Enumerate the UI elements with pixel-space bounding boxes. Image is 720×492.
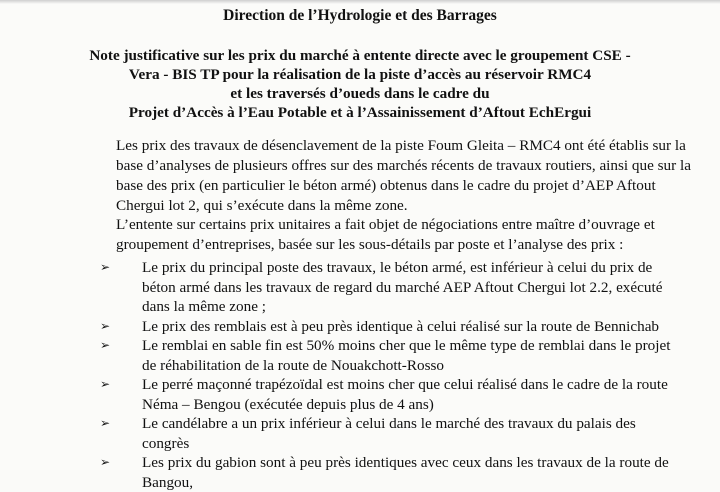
arrow-bullet-icon: ➢ — [100, 375, 110, 395]
bullet-line: Les prix du gabion sont à peu près identiques avec ceux dans les travaux de la route de — [142, 453, 636, 473]
paragraph-line: L’entente sur certains prix unitaires a fait objet de négociations entre maître d’ouvrage et — [116, 215, 616, 235]
note-title-line: Vera - BIS TP pour la réalisation de la piste d’accès au réservoir RMC4 — [0, 65, 720, 84]
bullet-item — [96, 317, 636, 337]
paragraph-line: Chergui lot 2, qui s’exécute dans la même zone. — [116, 196, 616, 216]
bullet-item — [96, 258, 636, 317]
bullet-line: Le prix des remblais est à peu près identique à celui réalisé sur la route de Bennichab — [142, 317, 636, 337]
bullet-line: de réhabilitation de la route de Nouakchott-Rosso — [142, 356, 636, 376]
bullet-line: Bangou, — [142, 473, 636, 492]
bullet-line: Le prix du principal poste des travaux, le béton armé, est inférieur à celui du prix de — [142, 258, 636, 278]
arrow-bullet-icon: ➢ — [100, 453, 110, 473]
bullet-item — [96, 336, 636, 375]
bullet-line: Néma – Bengou (exécutée depuis plus de 4 ans) — [142, 395, 636, 415]
paragraph-line: groupement d’entreprises, basée sur les sous-détails par poste et l’analyse des prix : — [116, 235, 616, 255]
note-title-line: Note justificative sur les prix du marché à entente directe avec le groupement CSE - — [0, 46, 720, 65]
bullet-item — [96, 414, 636, 453]
arrow-bullet-icon: ➢ — [100, 414, 110, 434]
paragraph-line: base d’analyses de plusieurs offres sur des marchés récents de travaux routiers, ainsi que sur la — [116, 156, 616, 176]
paragraph-line: Les prix des travaux de désenclavement de la piste Foum Gleita – RMC4 ont été établis sur la — [116, 136, 616, 156]
bullet-line: Le perré maçonné trapézoïdal est moins cher que celui réalisé dans le cadre de la route — [142, 375, 636, 395]
arrow-bullet-icon: ➢ — [100, 258, 110, 278]
bullet-list — [96, 258, 636, 492]
bullet-line: congrès — [142, 434, 636, 454]
bullet-item — [96, 453, 636, 492]
paragraph-line: base des prix (en particulier le béton armé) obtenus dans le cadre du projet d’AEP Aftout — [116, 176, 616, 196]
bullet-line: béton armé dans les travaux de regard du marché AEP Aftout Chergui lot 2.2, exécuté — [142, 278, 636, 298]
note-title — [0, 46, 720, 122]
bullet-item — [96, 375, 636, 414]
bullet-line: Le remblai en sable fin est 50% moins cher que le même type de remblai dans le projet — [142, 336, 636, 356]
paragraph-prix-travaux — [116, 136, 616, 216]
note-title-line: Projet d’Accès à l’Eau Potable et à l’Assainissement d’Aftout EchErgui — [0, 103, 720, 122]
bullet-line: Le candélabre a un prix inférieur à celui dans le marché des travaux du palais des — [142, 414, 636, 434]
page-top-edge — [0, 0, 720, 4]
bullet-line: dans la même zone ; — [142, 297, 636, 317]
note-title-line: et les traversés d’oueds dans le cadre du — [0, 84, 720, 103]
arrow-bullet-icon: ➢ — [100, 336, 110, 356]
paragraph-entente — [116, 215, 616, 255]
direction-heading: Direction de l’Hydrologie et des Barrages — [0, 6, 720, 26]
arrow-bullet-icon: ➢ — [100, 317, 110, 337]
